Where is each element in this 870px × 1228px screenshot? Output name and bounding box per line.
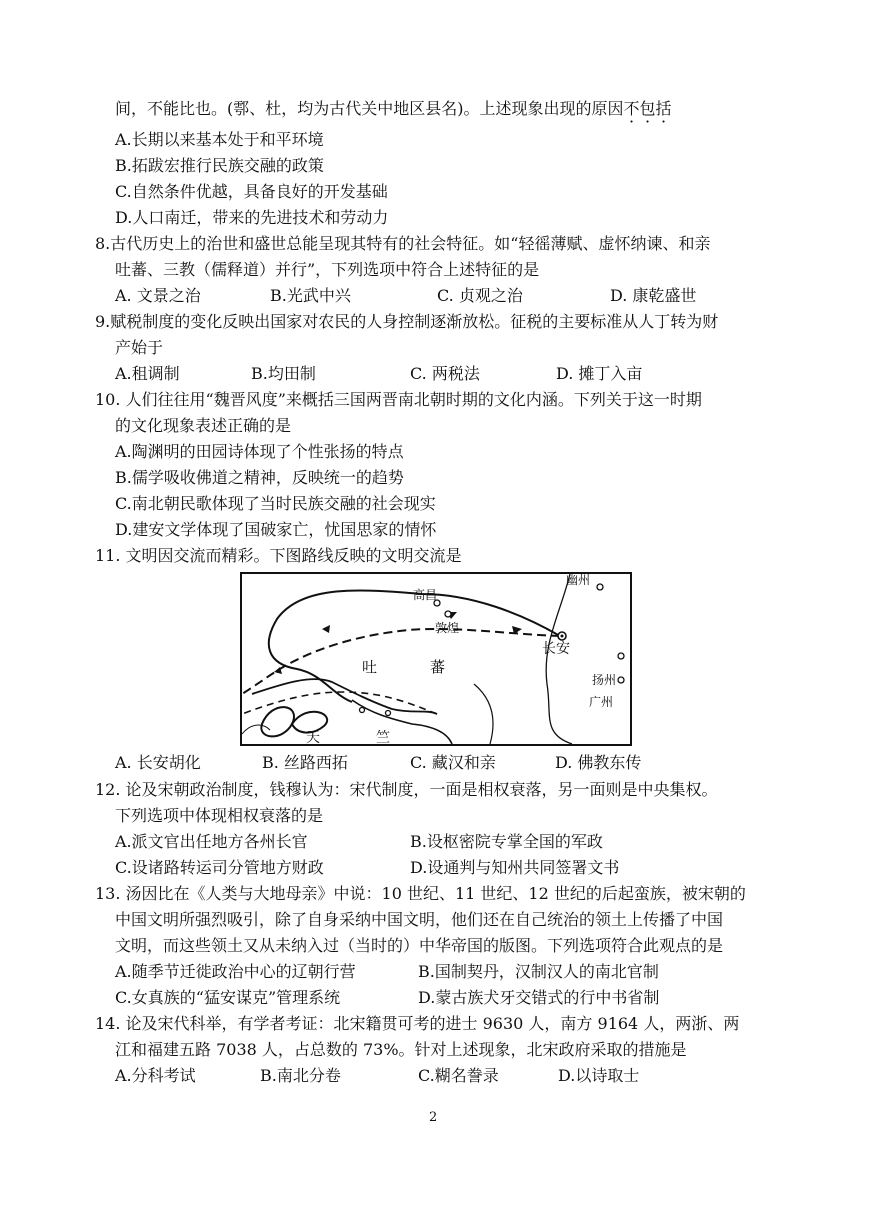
- q13-option-a: A.随季节迁徙政治中心的辽朝行营: [115, 962, 356, 981]
- q13-stem-line1: 13. 汤因比在《人类与大地母亲》中说：10 世纪、11 世纪、12 世纪的后起蛮族，被宋朝的: [95, 884, 746, 903]
- q8-option-d: D. 康乾盛世: [610, 286, 697, 305]
- q9-option-d: D. 摊丁入亩: [556, 364, 643, 383]
- q10-option-a: A.陶渊明的田园诗体现了个性张扬的特点: [115, 442, 404, 461]
- q7-option-b: B.拓跋宏推行民族交融的政策: [115, 156, 324, 175]
- q8-option-a: A. 文景之治: [115, 286, 201, 305]
- map-label-tubo-1: 吐: [362, 658, 378, 676]
- q12-stem-line1: 12. 论及宋朝政治制度，钱穆认为：宋代制度，一面是相权衰落，另一面则是中央集权。: [95, 780, 718, 799]
- q13-option-c: C.女真族的“猛安谋克”管理系统: [115, 988, 341, 1007]
- q11-stem: 11. 文明因交流而精彩。下图路线反映的文明交流是: [95, 546, 462, 565]
- map-label-tianzhu-1: 天: [306, 730, 320, 744]
- q10-option-b: B.儒学吸收佛道之精神，反映统一的趋势: [115, 468, 404, 487]
- q14-stem-line2: 江和福建五路 7038 人，占总数的 73%。针对上述现象，北宋政府采取的措施是: [115, 1040, 687, 1059]
- page-number: 2: [429, 1110, 438, 1125]
- q10-stem-line1: 10. 人们往往用“魏晋风度”来概括三国两晋南北朝时期的文化内涵。下列关于这一时期: [95, 390, 702, 409]
- q14-option-a: A.分科考试: [115, 1066, 196, 1085]
- q9-stem-line1: 9.赋税制度的变化反映出国家对农民的人身控制逐渐放松。征税的主要标准从人丁转为财: [95, 312, 719, 331]
- q7-text-tail: 间，不能比也。(鄠、杜，均为古代关中地区县名)。上述现象出现的原因不包括: [115, 99, 672, 118]
- q8-stem-line1: 8.古代历史上的治世和盛世总能呈现其特有的社会特征。如“轻徭薄赋、虚怀纳谏、和亲: [95, 234, 711, 253]
- map-label-tianzhu-2: 竺: [376, 730, 390, 744]
- q11-option-b: B. 丝路西拓: [262, 753, 348, 772]
- map-label-guangzhou: 广州: [589, 695, 614, 709]
- q13-stem-line2: 中国文明所强烈吸引，除了自身采纳中国文明，他们还在自己统治的领土上传播了中国: [115, 910, 724, 929]
- q13-option-b: B.国制契丹，汉制汉人的南北官制: [418, 962, 659, 981]
- q10-option-c: C.南北朝民歌体现了当时民族交融的社会现实: [115, 494, 436, 513]
- q8-option-c: C. 贞观之治: [437, 286, 523, 305]
- q11-option-c: C. 藏汉和亲: [410, 753, 496, 772]
- q14-option-b: B.南北分卷: [260, 1066, 341, 1085]
- q12-option-a: A.派文官出任地方各州长官: [115, 832, 308, 851]
- q14-option-c: C.糊名誊录: [418, 1066, 499, 1085]
- q11-option-d: D. 佛教东传: [555, 753, 642, 772]
- map-label-youzhou: 幽州: [566, 574, 591, 587]
- q8-option-b: B.光武中兴: [270, 286, 351, 305]
- q14-option-d: D.以诗取士: [558, 1066, 640, 1085]
- q14-stem-line1: 14. 论及宋代科举，有学者考证：北宋籍贯可考的进士 9630 人，南方 9164 人，两浙、两: [95, 1014, 740, 1033]
- q11-option-a: A. 长安胡化: [115, 753, 201, 772]
- map-label-tubo-2: 蕃: [430, 658, 446, 676]
- q7-option-d: D.人口南迁，带来的先进技术和劳动力: [115, 208, 389, 227]
- q9-stem-line2: 产始于: [115, 338, 164, 357]
- q7-option-c: C.自然条件优越，具备良好的开发基础: [115, 182, 388, 201]
- q9-option-c: C. 两税法: [410, 364, 480, 383]
- q12-option-d: D.设通判与知州共同签署文书: [410, 858, 620, 877]
- q10-option-d: D.建安文学体现了国破家亡，忧国思家的情怀: [115, 520, 437, 539]
- silk-road-map: [240, 572, 632, 746]
- q7-option-a: A.长期以来基本处于和平环境: [115, 130, 324, 149]
- q13-stem-line3: 文明，而这些领土又从未纳入过（当时的）中华帝国的版图。下列选项符合此观点的是: [115, 936, 724, 955]
- q9-option-b: B.均田制: [251, 364, 316, 383]
- q13-option-d: D.蒙古族犬牙交错式的行中书省制: [418, 988, 660, 1007]
- q8-stem-line2: 吐蕃、三教（儒释道）并行”，下列选项中符合上述特征的是: [115, 260, 540, 279]
- q12-option-c: C.设诸路转运司分管地方财政: [115, 858, 324, 877]
- q12-option-b: B.设枢密院专掌全国的军政: [410, 832, 603, 851]
- map-label-gaochang: 高昌: [413, 588, 438, 602]
- q9-option-a: A.租调制: [115, 364, 180, 383]
- q12-stem-line2: 下列选项中体现相权衰落的是: [115, 806, 324, 825]
- q10-stem-line2: 的文化现象表述正确的是: [115, 416, 292, 435]
- map-label-changan: 长安: [542, 641, 570, 657]
- map-label-yangzhou: 扬州: [592, 673, 617, 687]
- map-label-dunhuang: 敦煌: [435, 621, 460, 635]
